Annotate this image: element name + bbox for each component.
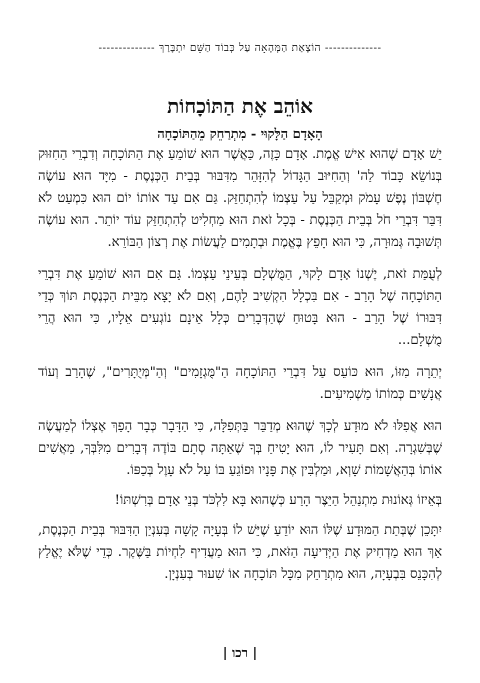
page-number: | רכו | [222, 646, 258, 661]
body-text [38, 144, 442, 586]
chapter-title: אוֹהֵב אֶת הַתּוֹכָחוֹת [167, 94, 313, 119]
paragraph-4: הוּא אֲפִלּוּ לֹא מוּדָע לְכָךְ שֶׁהוּא מְדַבֵּר בַּתְּפִלָּה, כִּי הַדָּבָר כְּבָר הָפַךְ אֶצְלוֹ לְמַעֲשֶׂה שֶׁבְּשִׁגְרָה. וְאִם תָּעִיר לוֹ, הוּא יָטִיחַ בְּךָ שֶׁאַתָּה סְתָם בּוֹדֶה דְּבָרִים מִלִּבְּךָ, מַאֲשִׁים אוֹתוֹ בְּהַאֲשָׁמוֹת שָׁוְא, וּמַלְבִּין אֶת פָּנָיו וּפוֹגֵעַ בּוֹ עַל לֹא עָוֶל בְּכַפּוֹ. [38, 419, 442, 478]
running-header: -------------- הוֹצָאַת הַמְּהָאָה עַל כְּבוֹד הַשֵּׁם יִתְבָּרַךְ -------------- [98, 42, 382, 54]
paragraph-5: בְּאֵיזוֹ גְּאוֹנוּת מִתְנַהֵל הַיֵּצֶר הָרַע כְּשֶׁהוּא בָּא לִלְכֹּד בְּנֵי אָדָם בְּרִשְׁתּוֹ! [114, 493, 442, 508]
paragraph-1: יֵשׁ אָדָם שֶׁהוּא אִישׁ אֱמֶת. אָדָם כָּזֶה, כַּאֲשֶׁר הוּא שׁוֹמֵעַ אֶת הַתּוֹכָחָה וְדִבְרֵי הַחִזּוּק בְּנוֹשֵׂא כָּבוֹד לַה' וְהַחִיּוּב הַגָּדוֹל לְהִזָּהֵר מִדִּבּוּר בְּבֵית הַכְּנֶסֶת - מִיָּד הוּא עוֹשֶׂה חֶשְׁבּוֹן נֶפֶשׁ עָמֹק וּמְקַבֵּל עַל עַצְמוֹ לְהִתְחַזֵּק. גַּם אִם עַד אוֹתוֹ יוֹם הוּא כִּמְעַט לֹא דִּבֵּר דִּבְרֵי חֹל בְּבֵית הַכְּנֶסֶת - בְּכָל זֹאת הוּא מַחְלִיט לְהִתְחַזֵּק עוֹד יוֹתֵר. הוּא עוֹשֶׂה תְּשׁוּבָה גְּמוּרָה, כִּי הוּא חָפֵץ בֶּאֱמֶת וּבְתָמִים לַעֲשׂוֹת אֶת רְצוֹן הַבּוֹרֵא. [38, 147, 442, 250]
paragraph-2: לְעֻמַּת זֹאת, יֶשְׁנוֹ אָדָם לָקוּי, הַמֻּשְׁלָם בְּעֵינֵי עַצְמוֹ. גַּם אִם הוּא שׁוֹמֵעַ אֶת דִּבְרֵי הַתּוֹכָחָה שֶׁל הָרַב - אִם בִּכְלָל הִקְשִׁיב לָהֶם, וְאִם לֹא יָצָא מִבֵּית הַכְּנֶסֶת תּוֹךְ כְּדֵי דִּבּוּרוֹ שֶׁל הָרַב - הוּא בָּטוּחַ שֶׁהַדְּבָרִים כְּלָל אֵינָם נוֹגְעִים אֵלָיו, כִּי הוּא הֲרֵי מֻשְׁלָם... [38, 267, 442, 348]
section-heading: הָאָדָם הַלָּקוּי - מִתְרַחֵק מֵהַתּוֹכָחָה [157, 127, 323, 142]
paragraph-6: יִתָּכֵן שֶׁבְּתַת הַמּוּדָע שֶׁלּוֹ הוּא יוֹדֵעַ שֶׁיֵּשׁ לוֹ בְּעָיָה קָשָׁה בְּעִנְיַן הַדִּבּוּר בְּבֵית הַכְּנֶסֶת, אַךְ הוּא מַדְחִיק אֶת הַיְּדִיעָה הַזֹּאת, כִּי הוּא מַעֲדִיף לִחְיוֹת בַּשֶּׁקֶר. כְּדֵי שֶׁלֹּא יֶאֱלַץ לְהִכָּנֵס בִּבְעָיָה, הוּא מִתְרַחֵק מִכָּל תּוֹכָחָה אוֹ שִׁעוּר בְּעִנְיָן. [38, 523, 442, 582]
paragraph-3: יְתֵרָה מִזּוֹ, הוּא כּוֹעֵס עַל דִּבְרֵי הַתּוֹכָחָה הַ"מֻּגְזָמִים" וְהַ"מְּיֻתָּרִים", שֶׁהָרַב וְעוֹד אֲנָשִׁים כְּמוֹתוֹ מַשְׁמִיעִים. [38, 365, 442, 402]
